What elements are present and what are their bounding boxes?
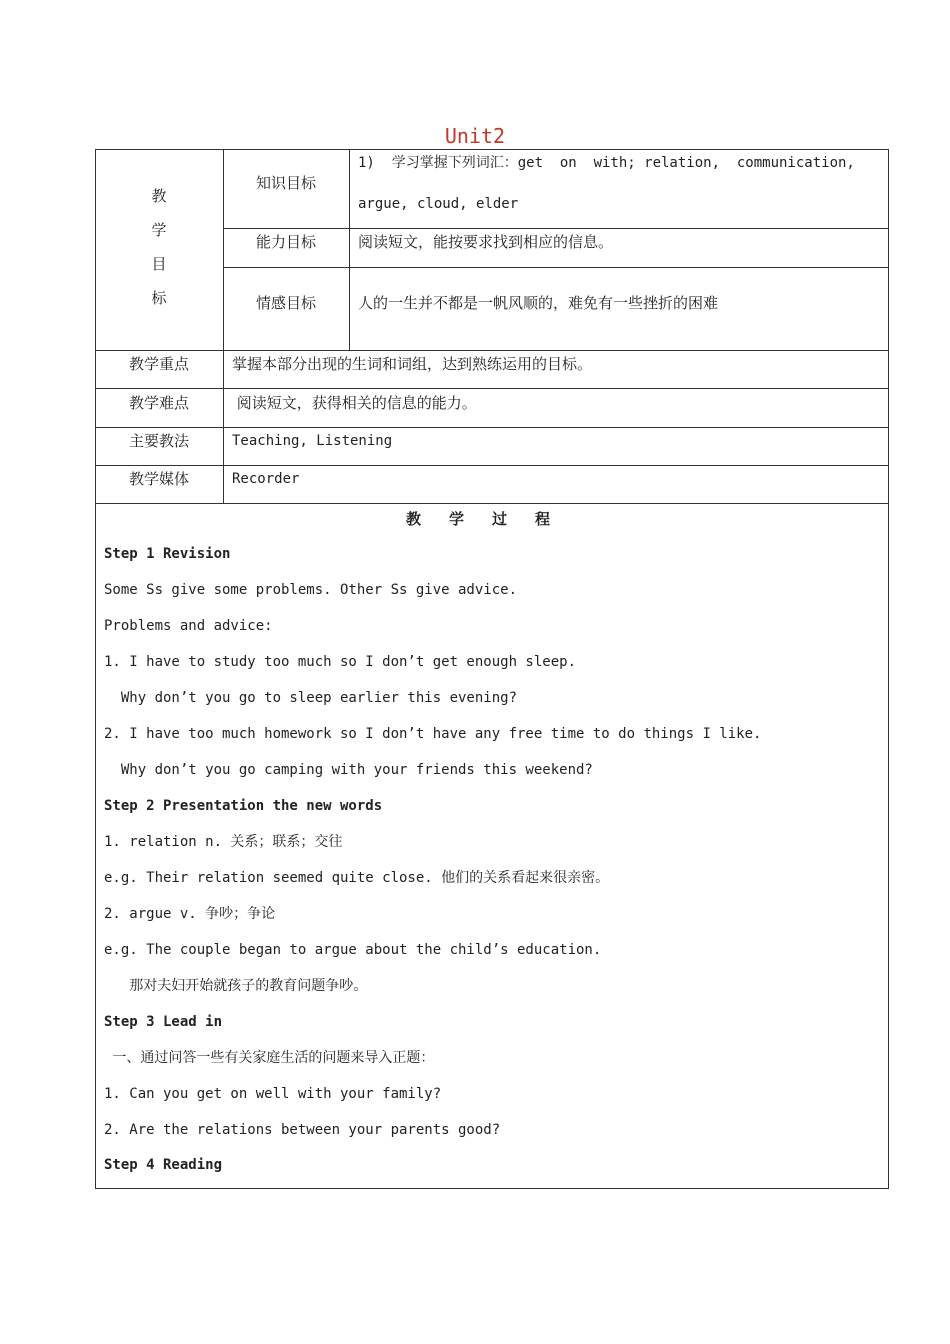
process-line: Why don’t you go camping with your friends this weekend? [104,762,593,778]
divider [349,149,350,351]
emotion-label: 情感目标 [255,294,316,312]
methods-text: Teaching, Listening [232,433,393,449]
divider [95,427,889,428]
key-points-label: 教学重点 [128,355,189,373]
knowledge-text-1: 1) 学习掌握下列词汇：get on with; relation, communication, [358,155,855,171]
step-3-heading: Step 3 Lead in [104,1014,223,1030]
divider [223,228,889,229]
process-line: 1. I have to study too much so I don’t get enough sleep. [104,654,577,670]
word-entry: 1. relation n. 关系；联系；交往 [104,834,343,850]
knowledge-label: 知识目标 [255,174,316,192]
media-label: 教学媒体 [128,470,189,488]
knowledge-text-2: argue, cloud, elder [358,196,519,212]
divider [223,149,224,504]
methods-label: 主要教法 [128,432,189,450]
process-line: Problems and advice: [104,618,273,634]
divider [95,388,889,389]
process-line: 一、通过问答一些有关家庭生活的问题来导入正题： [104,1050,435,1066]
ability-label: 能力目标 [255,233,316,251]
divider [223,267,889,268]
objectives-label: 教 学 目 标 [151,187,167,307]
example-sentence: e.g. Their relation seemed quite close. 他们的关系看起来很亲密。 [104,870,610,886]
difficulties-text: 阅读短文，获得相关的信息的能力。 [232,394,477,412]
example-sentence: e.g. The couple began to argue about the child’s education. [104,942,602,958]
divider [95,503,889,504]
ability-text: 阅读短文，能按要求找到相应的信息。 [358,233,614,251]
step-4-heading: Step 4 Reading [104,1157,223,1173]
page-title: Unit2 [444,124,506,148]
divider [95,350,889,351]
emotion-text: 人的一生并不都是一帆风顺的，难免有一些挫折的困难 [358,294,719,312]
question: 2. Are the relations between your parents good? [104,1122,501,1138]
media-text: Recorder [232,471,300,487]
example-translation: 那对夫妇开始就孩子的教育问题争吵。 [104,978,368,994]
word-entry: 2. argue v. 争吵；争论 [104,906,276,922]
process-line: Some Ss give some problems. Other Ss give advice. [104,582,518,598]
difficulties-label: 教学难点 [128,394,189,412]
step-2-heading: Step 2 Presentation the new words [104,798,383,814]
process-line: 2. I have too much homework so I don’t have any free time to do things I like. [104,726,762,742]
key-points-text: 掌握本部分出现的生词和词组，达到熟练运用的目标。 [232,355,593,373]
question: 1. Can you get on well with your family? [104,1086,442,1102]
process-line: Why don’t you go to sleep earlier this evening? [104,690,518,706]
divider [95,465,889,466]
step-1-heading: Step 1 Revision [104,546,231,562]
process-heading: 教学过程 [405,510,578,528]
